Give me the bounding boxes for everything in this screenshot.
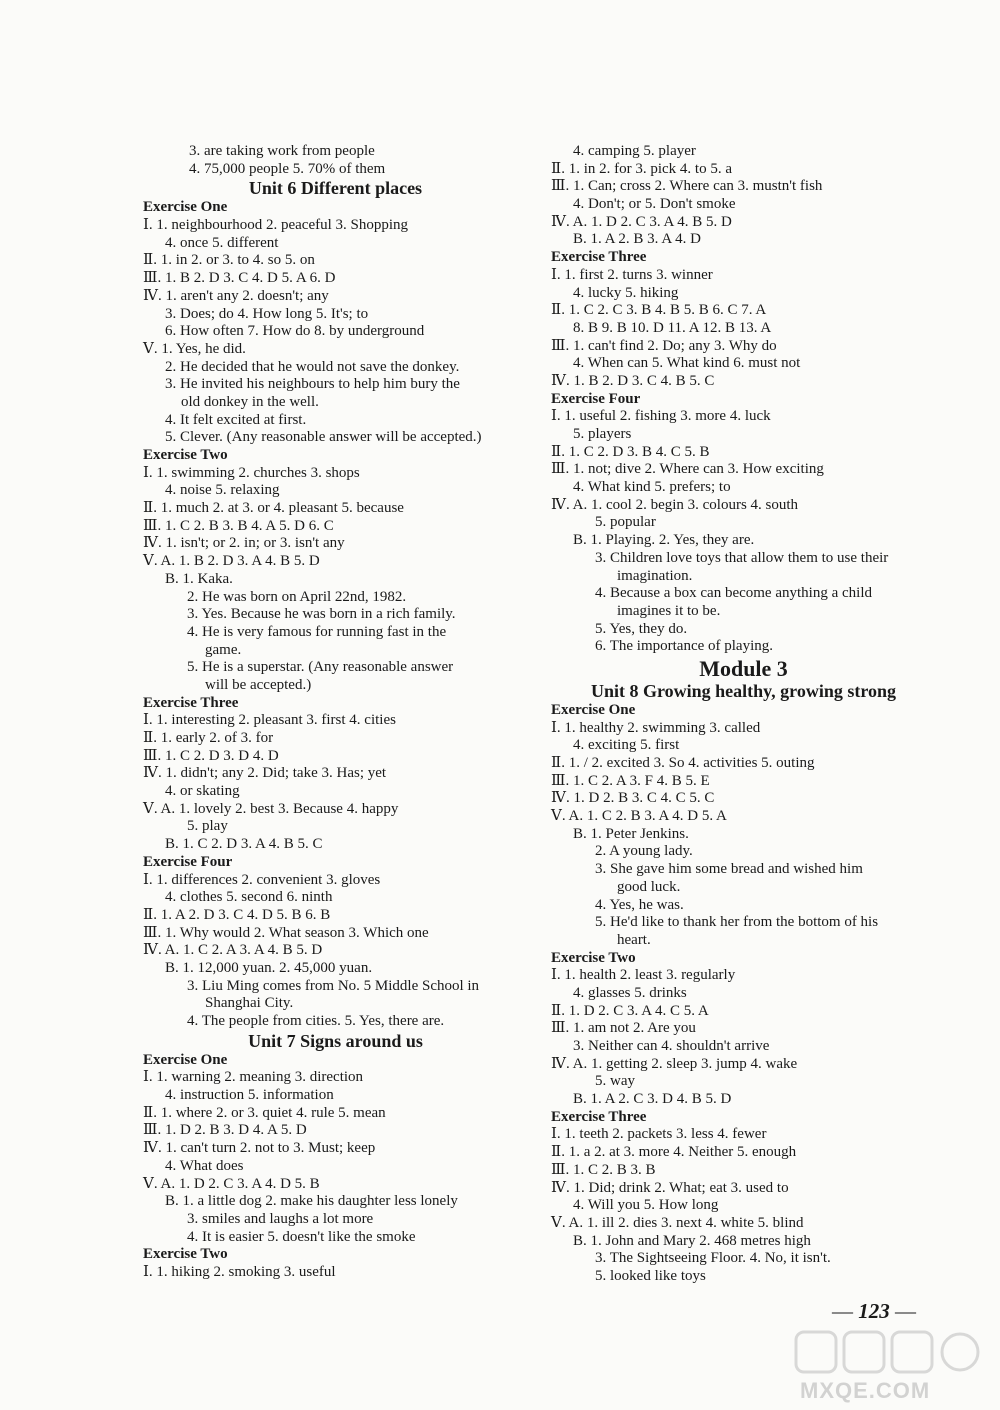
answer-line: Ⅱ. 1. much 2. at 3. or 4. pleasant 5. because [143, 500, 404, 517]
answer-line: Ⅳ. 1. can't turn 2. not to 3. Must; keep [143, 1140, 376, 1157]
answer-line: imagination. [617, 567, 693, 584]
answer-line: will be accepted.) [205, 676, 312, 693]
answer-line: Ⅰ. 1. warning 2. meaning 3. direction [143, 1069, 364, 1086]
exercise-heading: Exercise One [143, 1051, 228, 1068]
answer-line: Ⅱ. 1. A 2. D 3. C 4. D 5. B 6. B [143, 906, 331, 923]
answer-line: old donkey in the well. [181, 393, 319, 410]
answer-line: 5. Yes, they do. [595, 620, 688, 637]
answer-line: 5. He is a superstar. (Any reasonable answer [187, 659, 454, 676]
answer-line: 4. 75,000 people 5. 70% of them [189, 160, 386, 177]
answer-line: 6. The importance of playing. [595, 638, 774, 655]
answer-line: Ⅳ. A. 1. D 2. C 3. A 4. B 5. D [551, 213, 732, 230]
unit-heading: Unit 8 Growing healthy, growing strong [590, 680, 897, 701]
answer-line: B. 1. 12,000 yuan. 2. 45,000 yuan. [165, 959, 373, 976]
answer-line: Ⅰ. 1. hiking 2. smoking 3. useful [143, 1263, 336, 1280]
answer-line: Ⅱ. 1. / 2. excited 3. So 4. activities 5. outing [551, 755, 815, 771]
answer-line: 3. are taking work from people [189, 143, 375, 159]
answer-line: 4. or skating [165, 783, 240, 800]
watermark-icon [782, 1326, 982, 1378]
exercise-heading: Exercise Two [143, 447, 228, 463]
answer-line: 4. clothes 5. second 6. ninth [165, 889, 333, 906]
answer-line: Ⅰ. 1. health 2. least 3. regularly [551, 967, 736, 984]
answer-line: 3. Liu Ming comes from No. 5 Middle School in [187, 977, 480, 994]
answer-line: Ⅰ. 1. swimming 2. churches 3. shops [143, 464, 360, 481]
answer-line: 5. way [595, 1073, 635, 1090]
answer-line: Ⅳ. 1. D 2. B 3. C 4. C 5. C [551, 790, 715, 807]
answer-line: Ⅲ. 1. D 2. B 3. D 4. A 5. D [143, 1122, 307, 1139]
answer-line: 2. He was born on April 22nd, 1982. [187, 588, 407, 605]
answer-line: Ⅱ. 1. early 2. of 3. for [143, 730, 274, 746]
answer-line: 4. Because a box can become anything a child [595, 585, 872, 602]
answer-line: 3. Yes. Because he was born in a rich family. [187, 606, 456, 623]
answer-line: Ⅰ. 1. first 2. turns 3. winner [551, 266, 713, 283]
unit-heading: Unit 7 Signs around us [248, 1030, 423, 1051]
answer-line: Ⅳ. 1. didn't; any 2. Did; take 3. Has; yet [143, 765, 387, 782]
answer-line: good luck. [617, 878, 681, 895]
answer-line: Ⅴ. A. 1. ill 2. dies 3. next 4. white 5. blind [551, 1214, 804, 1231]
answer-line: Ⅱ. 1. C 2. C 3. B 4. B 5. B 6. C 7. A [551, 302, 767, 319]
answer-line: 8. B 9. B 10. D 11. A 12. B 13. A [573, 319, 772, 336]
answer-line: Shanghai City. [205, 995, 294, 1012]
answer-line: imagines it to be. [617, 602, 721, 619]
answer-line: Ⅰ. 1. teeth 2. packets 3. less 4. fewer [551, 1126, 767, 1143]
answer-line: 4. instruction 5. information [165, 1087, 334, 1104]
page-number-value: 123 [858, 1299, 890, 1323]
answer-line: Ⅲ. 1. Why would 2. What season 3. Which one [143, 924, 429, 941]
answer-line: 5. popular [595, 514, 656, 531]
answer-line: 5. He'd like to thank her from the bottom of his [595, 914, 879, 931]
answer-line: Ⅰ. 1. healthy 2. swimming 3. called [551, 719, 761, 736]
answer-line: 4. When can 5. What kind 6. must not [573, 355, 801, 372]
answer-line: 4. It is easier 5. doesn't like the smoke [187, 1228, 416, 1245]
answer-line: 4. glasses 5. drinks [573, 984, 687, 1001]
answer-line: 3. The Sightseeing Floor. 4. No, it isn't. [595, 1250, 831, 1267]
answer-line: 4. He is very famous for running fast in the [187, 623, 447, 640]
page-number-dash-right: — [895, 1299, 916, 1323]
answer-line: B. 1. A 2. C 3. D 4. B 5. D [573, 1091, 732, 1108]
answer-line: 4. The people from cities. 5. Yes, there are. [187, 1013, 445, 1029]
exercise-heading: Exercise One [551, 701, 636, 718]
answer-line: Ⅴ. A. 1. B 2. D 3. A 4. B 5. D [143, 553, 320, 570]
exercise-heading: Exercise Two [143, 1246, 228, 1263]
answer-line: 3. He invited his neighbours to help him bury the [165, 376, 460, 393]
page-number-dash-left: — [832, 1299, 853, 1323]
answer-line: Ⅲ. 1. C 2. D 3. D 4. D [143, 747, 279, 764]
answer-line: 4. Yes, he was. [595, 896, 684, 913]
answer-line: Ⅴ. A. 1. D 2. C 3. A 4. D 5. B [143, 1175, 320, 1192]
answer-line: Ⅲ. 1. C 2. B 3. B [551, 1161, 656, 1178]
answer-line: 5. looked like toys [595, 1267, 706, 1284]
answer-line: Ⅲ. 1. C 2. A 3. F 4. B 5. E [551, 772, 710, 789]
answer-line: Ⅰ. 1. neighbourhood 2. peaceful 3. Shopping [143, 217, 409, 234]
answer-line: Ⅴ. 1. Yes, he did. [143, 340, 246, 357]
answer-line: 4. Don't; or 5. Don't smoke [573, 196, 736, 213]
answer-line: B. 1. A 2. B 3. A 4. D [573, 231, 701, 248]
answer-line: 3. She gave him some bread and wished him [595, 861, 863, 878]
answer-line: B. 1. Kaka. [165, 570, 233, 587]
answer-line: 5. Clever. (Any reasonable answer will be accepted.) [165, 429, 482, 446]
answer-line: 4. Will you 5. How long [573, 1197, 719, 1214]
answer-line: 4. once 5. different [165, 234, 279, 251]
answer-line: 2. A young lady. [595, 843, 693, 860]
answer-line: 3. Neither can 4. shouldn't arrive [573, 1038, 770, 1054]
answer-line: Ⅲ. 1. Can; cross 2. Where can 3. mustn't fish [551, 178, 823, 195]
answer-line: Ⅱ. 1. in 2. for 3. pick 4. to 5. a [551, 160, 733, 177]
answer-line: Ⅳ. 1. B 2. D 3. C 4. B 5. C [551, 372, 715, 389]
answer-line: Ⅱ. 1. a 2. at 3. more 4. Neither 5. enough [551, 1144, 797, 1161]
exercise-heading: Exercise Three [143, 694, 239, 711]
page-number [832, 1299, 916, 1324]
answer-line: Ⅰ. 1. useful 2. fishing 3. more 4. luck [551, 408, 771, 425]
answer-line: 3. Does; do 4. How long 5. It's; to [165, 305, 369, 322]
answer-line: 5. play [187, 818, 228, 835]
exercise-heading: Exercise Four [143, 853, 233, 870]
exercise-heading: Exercise Three [551, 1108, 647, 1125]
answer-line: Ⅳ. A. 1. cool 2. begin 3. colours 4. south [551, 496, 799, 513]
answer-line: Ⅰ. 1. differences 2. convenient 3. gloves [143, 871, 381, 888]
exercise-heading: Exercise Four [551, 390, 641, 407]
answer-line: 6. How often 7. How do 8. by underground [165, 323, 425, 340]
answer-line: 5. players [573, 426, 632, 442]
answer-line: 2. He decided that he would not save the donkey. [165, 358, 460, 375]
answer-line: Ⅲ. 1. can't find 2. Do; any 3. Why do [551, 337, 777, 354]
answer-line: Ⅲ. 1. B 2. D 3. C 4. D 5. A 6. D [143, 270, 336, 287]
watermark-text: MXQE.COM [800, 1378, 931, 1403]
exercise-heading: Exercise Three [551, 249, 647, 266]
answer-line: 3. smiles and laughs a lot more [187, 1210, 374, 1227]
unit-heading: Unit 6 Different places [248, 178, 423, 199]
answer-line: Ⅱ. 1. in 2. or 3. to 4. so 5. on [143, 252, 315, 269]
answer-line: 4. exciting 5. first [573, 737, 680, 754]
answer-line: Ⅱ. 1. D 2. C 3. A 4. C 5. A [551, 1002, 709, 1019]
answer-line: 3. Children love toys that allow them to use their [595, 549, 889, 566]
answer-line: Ⅲ. 1. not; dive 2. Where can 3. How exciting [551, 461, 824, 478]
answer-line: heart. [617, 931, 651, 948]
module-heading: Module 3 [699, 655, 788, 681]
answer-line: Ⅳ. A. 1. C 2. A 3. A 4. B 5. D [143, 942, 323, 959]
answer-line: B. 1. a little dog 2. make his daughter less lonely [165, 1193, 458, 1210]
answer-column-right [551, 143, 936, 1286]
answer-line: Ⅴ. A. 1. C 2. B 3. A 4. D 5. A [551, 808, 727, 825]
answer-line: Ⅳ. 1. isn't; or 2. in; or 3. isn't any [143, 535, 345, 552]
watermark-logo [782, 1326, 982, 1406]
answer-line: Ⅰ. 1. interesting 2. pleasant 3. first 4. cities [143, 712, 396, 729]
answer-line: Ⅴ. A. 1. lovely 2. best 3. Because 4. happy [143, 800, 399, 817]
answer-line: Ⅱ. 1. where 2. or 3. quiet 4. rule 5. mean [143, 1104, 386, 1121]
answer-line: game. [205, 641, 242, 658]
answer-line: Ⅱ. 1. C 2. D 3. B 4. C 5. B [551, 443, 710, 460]
answer-line: Ⅲ. 1. C 2. B 3. B 4. A 5. D 6. C [143, 517, 334, 534]
answer-line: Ⅳ. A. 1. getting 2. sleep 3. jump 4. wake [551, 1055, 798, 1072]
answer-line: B. 1. Peter Jenkins. [573, 825, 689, 842]
exercise-heading: Exercise One [143, 199, 228, 216]
answer-line: 4. lucky 5. hiking [573, 284, 679, 301]
answer-line: 4. noise 5. relaxing [165, 482, 280, 499]
answer-line: Ⅳ. 1. Did; drink 2. What; eat 3. used to [551, 1179, 789, 1196]
answer-line: 4. camping 5. player [573, 143, 696, 159]
answer-column-left [143, 143, 528, 1282]
answer-line: Ⅲ. 1. am not 2. Are you [551, 1020, 696, 1037]
answer-line: B. 1. John and Mary 2. 468 metres high [573, 1232, 811, 1249]
answer-line: 4. What kind 5. prefers; to [573, 479, 731, 496]
answer-line: B. 1. Playing. 2. Yes, they are. [573, 532, 755, 549]
answer-line: B. 1. C 2. D 3. A 4. B 5. C [165, 836, 323, 853]
exercise-heading: Exercise Two [551, 949, 636, 966]
answer-line: 4. What does [165, 1157, 244, 1174]
answer-line: Ⅳ. 1. aren't any 2. doesn't; any [143, 287, 329, 304]
answer-line: 4. It felt excited at first. [165, 411, 307, 428]
